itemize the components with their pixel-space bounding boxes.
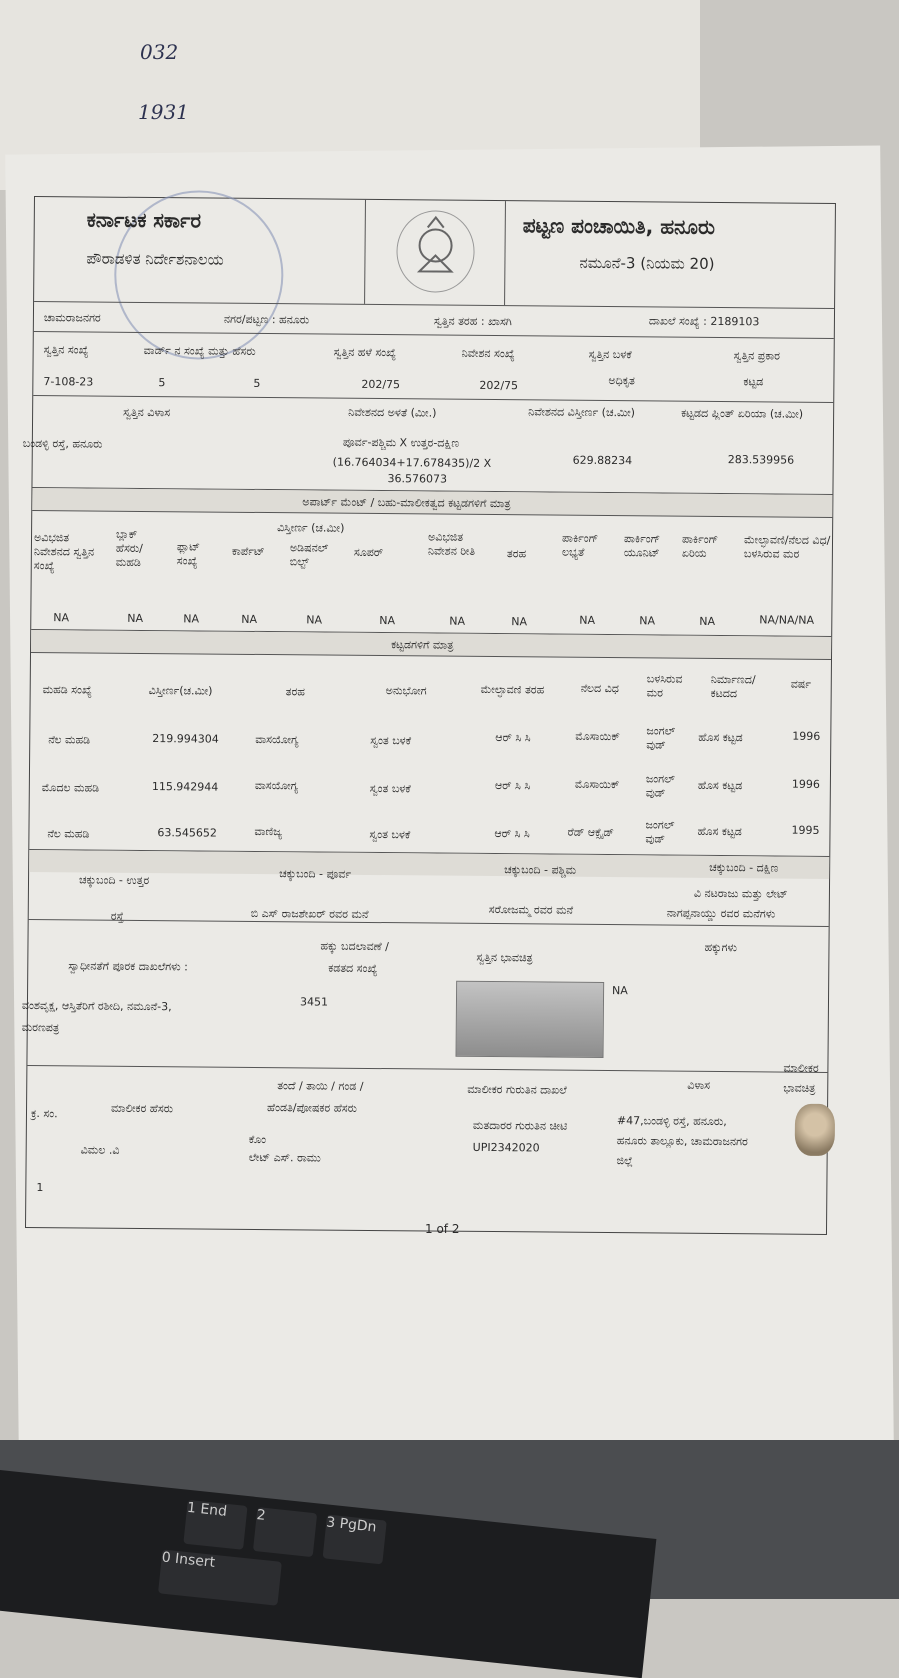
entry-number: ದಾಖಲೆ ಸಂಖ್ಯೆ : 2189103: [648, 314, 760, 329]
ward-no: 5: [158, 376, 166, 390]
site-area-label: ನಿವೇಶನದ ವಿಸ್ತೀರ್ಣ (ಚ.ಮೀ): [528, 405, 636, 420]
site-size-directions: ಪೂರ್ವ-ಪಶ್ಚಿಮ X ಉತ್ತರ-ದಕ್ಷಿಣ: [342, 435, 460, 450]
key-2: 2: [253, 1507, 317, 1557]
apt-h9: ಪಾರ್ಕಿಂಗ್ ಯೂನಿಟ್: [623, 532, 661, 560]
boundary-north-header: ಚಕ್ಕುಬಂದಿ - ಉತ್ತರ: [78, 873, 150, 888]
owner-photo-header: ಮಾಲೀಕರ: [783, 1061, 819, 1075]
apt-v6: NA: [449, 614, 466, 628]
mutation-label: ಹಕ್ಕು ಬದಲಾವಣೆ /: [320, 939, 389, 954]
mutation-number: 3451: [299, 995, 329, 1009]
owner-id-type: ಮತದಾರರ ಗುರುತಿನ ಚೀಟಿ: [472, 1118, 568, 1133]
building-banner: ಕಟ್ಟಡಗಳಿಗೆ ಮಾತ್ರ: [391, 638, 454, 652]
apt-v2: NA: [183, 612, 200, 626]
boundary-south-2: ನಾಗಪ್ಪನಾಯ್ಡು ರವರ ಮನೆಗಳು: [666, 906, 776, 921]
apt-v0: NA: [53, 611, 70, 625]
bld-r1-c3: ಸ್ವಂತ ಬಳಕೆ: [369, 781, 411, 796]
bld-r1-c0: ಮೊದಲ ಮಹಡಿ: [41, 781, 100, 795]
bld-r2-c2: ವಾಣಿಜ್ಯ: [254, 824, 283, 839]
boundary-north: ರಸ್ತೆ: [110, 909, 124, 923]
apt-h2: ಫ್ಲಾಟ್ ಸಂಖ್ಯೆ: [176, 540, 201, 568]
apt-h0: ಅವಿಭಜಿತ ನಿವೇಶನದ ಸ್ವತ್ತಿನ ಸಂಖ್ಯೆ: [33, 531, 95, 573]
bld-h4: ಮೇಲ್ಛಾವಣಿ ತರಹ: [480, 682, 545, 697]
owner-relation: ಕೊಂ: [248, 1132, 267, 1147]
apt-h6: ಅವಿಭಜಿತ ನಿವೇಶನ ರೀತಿ: [427, 530, 476, 558]
bld-r1-c4: ಆರ್ ಸಿ ಸಿ: [494, 779, 531, 793]
ward-header: ವಾರ್ಡ್ ನ ಸಂಖ್ಯೆ ಮತ್ತು ಹೆಸರು: [143, 343, 256, 358]
bld-r1-c8: 1996: [791, 777, 820, 791]
handwritten-number-2: 1931: [138, 100, 189, 124]
form-3-certificate: [21, 196, 836, 1235]
property-no-header: ಸ್ವತ್ತಿನ ಸಂಖ್ಯೆ: [43, 343, 89, 357]
district: ಚಾಮರಾಜನಗರ: [43, 311, 101, 325]
boundary-east-header: ಚಕ್ಕುಬಂದಿ - ಪೂರ್ವ: [279, 867, 352, 881]
property-photo: [456, 981, 605, 1058]
bld-r2-c3: ಸ್ವಂತ ಬಳಕೆ: [369, 827, 411, 842]
bld-r0-c8: 1996: [792, 729, 821, 743]
bld-r2-c7: ಹೊಸ ಕಟ್ಟಡ: [697, 824, 742, 839]
support-docs-label: ಸ್ವಾಧೀನತೆಗೆ ಪೂರಕ ದಾಖಲೆಗಳು :: [68, 959, 188, 974]
owner-id-header: ಮಾಲೀಕರ ಗುರುತಿನ ದಾಖಲೆ: [467, 1082, 567, 1097]
site-size-label: ನಿವೇಶನದ ಅಳತೆ (ಮೀ.): [348, 405, 437, 420]
bld-r0-c3: ಸ್ವಂತ ಬಳಕೆ: [370, 733, 412, 748]
mutation-label-2: ಕಡತದ ಸಂಖ್ಯೆ: [328, 961, 378, 976]
apartment-banner: ಅಪಾರ್ಟ್ ಮೆಂಟ್ / ಬಹು-ಮಾಲೀಕತ್ವದ ಕಟ್ಟಡಗಳಿಗೆ ಮಾತ್ರ: [302, 495, 511, 511]
apt-v3: NA: [241, 612, 258, 626]
apt-v7: NA: [511, 615, 528, 629]
apt-h1: ಬ್ಲಾಕ್ ಹೆಸರು/ಮಹಡಿ: [115, 527, 143, 569]
govt-title: ಕರ್ನಾಟಕ ಸರ್ಕಾರ: [86, 207, 202, 233]
sl-header: ಕ್ರ. ಸಂ.: [30, 1107, 58, 1121]
apt-h5: ಸೂಪರ್: [353, 545, 384, 560]
bld-r2-c4: ಆರ್ ಸಿ ಸಿ: [494, 827, 530, 841]
bld-h2: ತರಹ: [285, 685, 306, 699]
bld-r0-c7: ಹೊಸ ಕಟ್ಟಡ: [698, 730, 743, 745]
rights-value: NA: [612, 984, 628, 998]
bld-r0-c0: ನೆಲ ಮಹಡಿ: [48, 733, 91, 747]
boundary-east: ಬಿ ಎಸ್ ರಾಜಶೇಖರ್ ರವರ ಮನೆ: [250, 906, 369, 921]
bld-h5: ನೆಲದ ವಿಧ: [580, 681, 619, 696]
key-0: 0 Insert: [158, 1549, 282, 1605]
apt-v4: NA: [306, 613, 323, 627]
property-photo-label: ಸ್ವತ್ತಿನ ಭಾವಚಿತ್ರ: [476, 950, 533, 965]
property-no: 7-108-23: [43, 375, 94, 389]
site-size-value: (16.764034+17.678435)/2 X: [332, 455, 492, 470]
bld-h3: ಅನುಭೋಗ: [385, 684, 427, 698]
owner-name-header: ಮಾಲೀಕರ ಹೆಸರು: [110, 1101, 174, 1116]
apt-v9: NA: [639, 614, 656, 628]
bld-r2-c8: 1995: [791, 823, 820, 837]
kind-header: ಸ್ವತ್ತಿನ ಪ್ರಕಾರ: [733, 349, 781, 363]
state-emblem-icon: [396, 210, 475, 293]
boundary-west: ಸರೋಜಮ್ಮ ರವರ ಮನೆ: [488, 902, 574, 917]
owner-address-2: ಹನೂರು ತಾಲ್ಲೂಕು, ಚಾಮರಾಜನಗರ: [616, 1134, 748, 1149]
usage-header: ಸ್ವತ್ತಿನ ಬಳಕೆ: [588, 347, 632, 362]
address-value: ಬಂಡಳ್ಳಿ ರಸ್ತೆ, ಹನೂರು: [22, 436, 103, 451]
bld-r1-c6: ಜಂಗಲ್ ವುಡ್: [645, 772, 675, 800]
bld-r2-c0: ನೆಲ ಮಹಡಿ: [47, 827, 90, 841]
owner-address-3: ಜಿಲ್ಲೆ: [616, 1154, 633, 1168]
bld-h0: ಮಹಡಿ ಸಂಖ್ಯೆ: [42, 683, 92, 697]
apt-v5: NA: [379, 614, 396, 628]
bld-r2-c5: ರೆಡ್ ಆಕ್ಸೈಡ್: [567, 825, 614, 840]
owner-sl: 1: [36, 1181, 44, 1195]
bld-r0-c4: ಆರ್ ಸಿ ಸಿ: [495, 731, 531, 745]
apt-h10: ಪಾರ್ಕಿಂಗ್ ಏರಿಯ: [681, 532, 719, 560]
divider: [27, 1065, 827, 1073]
apartment-area-group: ವಿಸ್ತೀರ್ಣ (ಚ.ಮೀ): [277, 521, 345, 535]
owner-relation-name: ಲೇಟ್ ಎಸ್. ರಾಮು: [248, 1150, 321, 1165]
ward-name: 5: [253, 376, 261, 390]
owner-address-header: ವಿಳಾಸ: [687, 1078, 711, 1092]
apt-h11: ಮೇಲ್ಛಾವಣಿ/ನೆಲದ ವಿಧ/ಬಳಸಿರುವ ಮರ: [743, 533, 831, 561]
plinth-area-value: 283.539956: [727, 453, 795, 467]
key-1: 1 End: [183, 1500, 247, 1550]
handwritten-number-1: 032: [140, 40, 179, 64]
town: ನಗರ/ಪಟ್ಟಣ : ಹನೂರು: [223, 312, 310, 327]
dept-title: ಪೌರಾಡಳಿತ ನಿರ್ದೇಶನಾಲಯ: [86, 249, 224, 269]
owner-address: #47,ಬಂಡಳ್ಳಿ ರಸ್ತೆ, ಹನೂರು,: [616, 1114, 727, 1129]
bld-h1: ವಿಸ್ತೀರ್ಣ(ಚ.ಮೀ): [148, 684, 213, 698]
bld-h8: ವರ್ಷ: [790, 677, 812, 691]
bld-r2-c6: ಜಂಗಲ್ ವುಡ್: [645, 818, 675, 846]
form-number: ನಮೂನೆ-3 (ನಿಯಮ 20): [579, 253, 715, 273]
boundary-west-header: ಚಕ್ಕುಬಂದಿ - ಪಶ್ಚಿಮ: [504, 863, 577, 877]
site-no-header: ನಿವೇಶನ ಸಂಖ್ಯೆ: [461, 346, 515, 361]
page-number: 1 of 2: [425, 1222, 460, 1236]
bld-r1-c5: ಮೊಸಾಯಿಕ್: [574, 777, 620, 792]
bld-r0-c2: ವಾಸಯೋಗ್ಯ: [255, 732, 299, 747]
bld-r0-c1: 219.994304: [152, 732, 219, 746]
divider: [504, 201, 506, 305]
site-size-value-2: 36.576073: [387, 472, 448, 486]
plinth-area-label: ಕಟ್ಟಡದ ಪ್ಲಿಂತ್ ಏರಿಯಾ (ಚ.ಮೀ): [681, 406, 804, 421]
apt-v10: NA: [699, 614, 716, 628]
site-area-value: 629.88234: [572, 453, 633, 468]
apt-h8: ಪಾರ್ಕಿಂಗ್ ಲಭ್ಯತೆ: [561, 531, 599, 559]
relation-header-2: ಹೆಂಡತಿ/ಪೋಷಕರ ಹೆಸರು: [266, 1101, 358, 1115]
bld-r0-c6: ಜಂಗಲ್ ವುಡ್: [646, 724, 676, 752]
support-docs-value: ವಂಶವೃಕ್ಷ, ಆಸ್ತಿತೆರಿಗೆ ರಶೀದಿ, ನಮೂನೆ-3,: [21, 998, 172, 1014]
site-no: 202/75: [479, 378, 519, 393]
bld-r1-c1: 115.942944: [151, 780, 219, 794]
address-label: ಸ್ವತ್ತಿನ ವಿಳಾಸ: [123, 405, 171, 420]
bld-h6: ಬಳಸಿರುವ ಮರ: [646, 672, 683, 700]
old-no: 202/75: [361, 377, 401, 392]
panchayat-title: ಪಟ್ಟಣ ಪಂಚಾಯಿತಿ, ಹನೂರು: [522, 213, 716, 239]
owner-name: ವಿಮಲ .ವಿ: [80, 1143, 120, 1157]
property-type: ಸ್ವತ್ತಿನ ತರಹ : ಖಾಸಗಿ: [433, 314, 512, 329]
bld-r0-c5: ಮೊಸಾಯಿಕ್: [575, 729, 620, 744]
support-docs-value-2: ಮರಣಪತ್ರ: [21, 1020, 60, 1035]
divider: [364, 200, 366, 304]
owner-photo: [795, 1104, 835, 1156]
bld-r1-c2: ವಾಸಯೋಗ್ಯ: [254, 778, 299, 793]
boundary-south-header: ಚಕ್ಕುಬಂದಿ - ದಕ್ಷಿಣ: [709, 860, 779, 875]
usage: ಅಧಿಕೃತ: [608, 374, 635, 388]
apt-h7: ತರಹ: [506, 547, 527, 561]
apt-v8: NA: [579, 613, 596, 627]
apt-h3: ಕಾರ್ಪೆಟ್: [231, 544, 265, 559]
bld-h7: ನಿರ್ಮಾಣದ/ಕಟದದ: [710, 672, 756, 701]
kind: ಕಟ್ಟಡ: [743, 375, 764, 389]
apt-v1: NA: [127, 611, 144, 625]
divider: [33, 395, 833, 403]
bld-r1-c7: ಹೊಸ ಕಟ್ಟಡ: [697, 778, 743, 793]
old-no-header: ಸ್ವತ್ತಿನ ಹಳೆ ಸಂಖ್ಯೆ: [333, 345, 397, 360]
relation-header: ತಂದೆ / ತಾಯಿ / ಗಂಡ /: [277, 1079, 364, 1093]
rights-label: ಹಕ್ಕುಗಳು: [704, 940, 738, 955]
apt-v11: NA/NA/NA: [759, 613, 815, 627]
bld-r2-c1: 63.545652: [157, 826, 218, 840]
owner-id-number: UPI2342020: [472, 1140, 540, 1155]
boundary-south: ವಿ ನಟರಾಜು ಮತ್ತು ಲೇಟ್: [693, 886, 788, 901]
owner-photo-header-2: ಭಾವಚಿತ್ರ: [783, 1081, 816, 1095]
key-3: 3 PgDn: [323, 1514, 387, 1564]
apt-h4: ಅಡಿಷನಲ್ ಬಿಲ್ಟ್: [289, 541, 329, 569]
